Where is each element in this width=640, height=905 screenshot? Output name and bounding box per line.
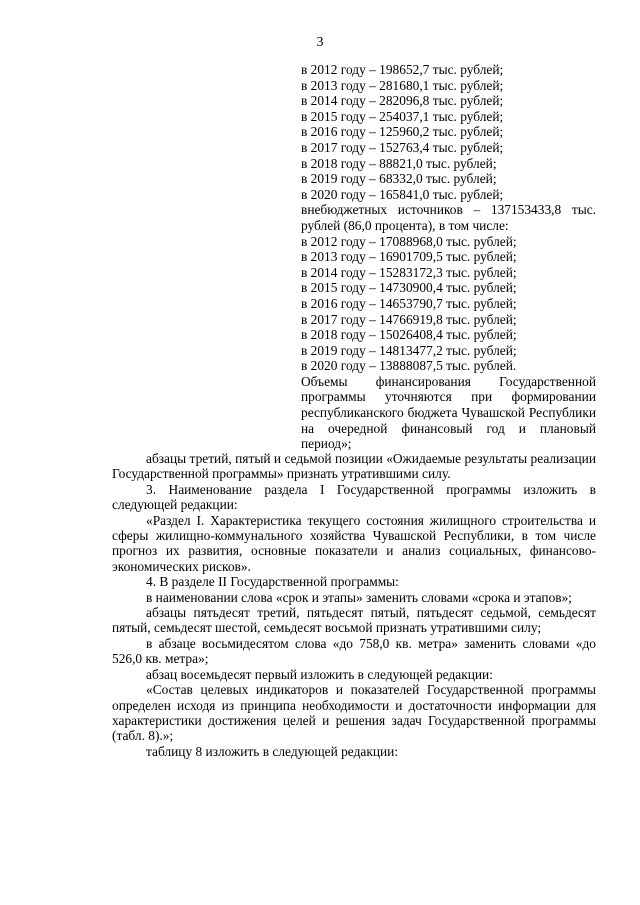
budget-line-2020: в 2020 году – 165841,0 тыс. рублей;: [301, 186, 504, 202]
funding-block: [301, 62, 596, 452]
budget-line-2012: в 2012 году – 198652,7 тыс. рублей;: [301, 62, 504, 77]
paragraph-section2-area: в абзаце восьмидесятом слова «до 758,0 кв. метра» заменить словами «до 526,0 кв. метра»;: [112, 635, 596, 667]
paragraph-section2-abolish: абзацы пятьдесят третий, пятьдесят пятый, пятьдесят седьмой, семьдесят пятый, семьдесят шестой, семьдесят восьмой признать утратившими силу;: [112, 605, 596, 636]
budget-line-2015: в 2015 году – 254037,1 тыс. рублей;: [301, 108, 504, 124]
extrabudget-line-2015: в 2015 году – 14730900,4 тыс. рублей;: [301, 280, 517, 296]
budget-line-2017: в 2017 году – 152763,4 тыс. рублей;: [301, 139, 504, 155]
extrabudget-line-2013: в 2013 году – 16901709,5 тыс. рублей;: [301, 249, 517, 265]
paragraph-table8: таблицу 8 изложить в следующей редакции:: [146, 743, 399, 759]
funding-closing-note: Объемы финансирования Государственной программы уточняются при формировании республиканского бюджета Чувашской Республики на очередной финансовый год и плановый период»;: [301, 373, 596, 452]
extrabudget-line-2018: в 2018 году – 15026408,4 тыс. рублей;: [301, 327, 517, 343]
amendments-text: [112, 451, 596, 759]
paragraph-section2-81-quote: «Состав целевых индикаторов и показателей Государственной программы определен исходя из принципа необходимости и достаточности информации для характеристики достижения целей и решения задач Государственной программы (табл. 8).»;: [112, 682, 596, 744]
paragraph-section1-quote: «Раздел I. Характеристика текущего состояния жилищного строительства и сферы жилищно-коммунального хозяйства Чувашской Республики, в том числе прогноз их развития, основные показатели и анализ социальных, финансово-экономических рисков».: [112, 512, 596, 574]
budget-line-2016: в 2016 году – 125960,2 тыс. рублей;: [301, 124, 504, 140]
budget-line-2018: в 2018 году – 88821,0 тыс. рублей;: [301, 155, 497, 171]
extrabudget-line-2017: в 2017 году – 14766919,8 тыс. рублей;: [301, 311, 517, 327]
extrabudget-line-2020: в 2020 году – 13888087,5 тыс. рублей.: [301, 358, 517, 374]
paragraph-abolish-positions: абзацы третий, пятый и седьмой позиции «Ожидаемые результаты реализации Государственной программы» признать утратившими силу.: [112, 451, 596, 482]
paragraph-section1-title: 3. Наименование раздела I Государственной программы изложить в следующей редакции:: [112, 481, 596, 513]
extrabudget-line-2012: в 2012 году – 17088968,0 тыс. рублей;: [301, 233, 517, 249]
extrabudget-line-2014: в 2014 году – 15283172,3 тыс. рублей;: [301, 264, 517, 280]
paragraph-section2-81-intro: абзац восемьдесят первый изложить в следующей редакции:: [146, 666, 493, 682]
budget-line-2014: в 2014 году – 282096,8 тыс. рублей;: [301, 93, 504, 109]
budget-line-2019: в 2019 году – 68332,0 тыс. рублей;: [301, 171, 497, 187]
budget-line-2013: в 2013 году – 281680,1 тыс. рублей;: [301, 77, 504, 93]
extrabudget-intro: внебюджетных источников – 137153433,8 тыс. рублей (86,0 процента), в том числе:: [301, 202, 596, 233]
paragraph-section2-naming: в наименовании слова «срок и этапы» заменить словами «срока и этапов»;: [146, 589, 573, 605]
page-number: 3: [316, 35, 324, 50]
paragraph-section2-intro: 4. В разделе II Государственной программы:: [146, 574, 399, 590]
extrabudget-line-2019: в 2019 году – 14813477,2 тыс. рублей;: [301, 342, 517, 358]
extrabudget-line-2016: в 2016 году – 14653790,7 тыс. рублей;: [301, 295, 517, 311]
